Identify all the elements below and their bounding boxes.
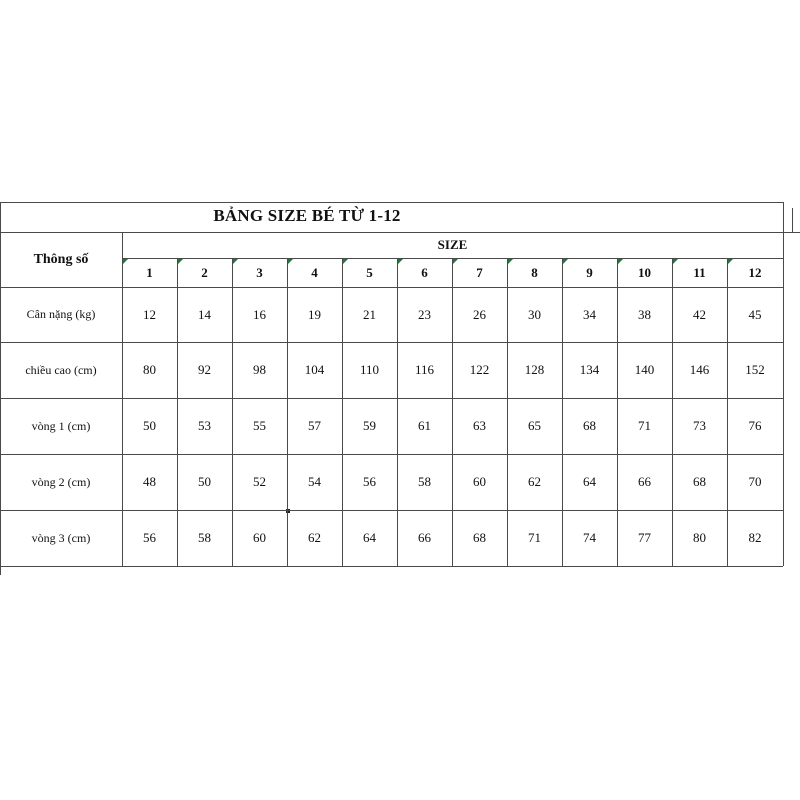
header-top-line — [0, 232, 800, 233]
size-column-header[interactable]: 12 — [748, 264, 762, 280]
table-cell[interactable]: 12 — [143, 306, 156, 322]
table-cell[interactable]: 80 — [693, 530, 706, 545]
size-column-header[interactable]: 3 — [256, 264, 263, 280]
table-cell[interactable]: 26 — [473, 306, 486, 322]
comment-marker-icon — [233, 259, 238, 264]
comment-marker-icon — [123, 259, 128, 264]
table-cell[interactable]: 48 — [143, 474, 156, 489]
table-cell[interactable]: 104 — [304, 362, 325, 377]
table-cell[interactable]: 62 — [528, 474, 541, 489]
table-cell[interactable]: 50 — [198, 474, 211, 489]
size-column-header[interactable]: 9 — [586, 264, 593, 280]
table-cell[interactable]: 60 — [473, 474, 486, 489]
comment-marker-icon — [178, 259, 183, 264]
table-cell[interactable]: 42 — [693, 306, 706, 322]
table-cell[interactable]: 76 — [748, 418, 762, 433]
table-cell[interactable]: 63 — [473, 418, 486, 433]
table-cell[interactable]: 45 — [748, 306, 762, 322]
table-cell[interactable]: 53 — [198, 418, 211, 433]
table-cell[interactable]: 59 — [363, 418, 376, 433]
table-cell[interactable]: 56 — [363, 474, 376, 489]
table-cell[interactable]: 61 — [418, 418, 431, 433]
table-cell[interactable]: 70 — [748, 474, 762, 489]
table-cell[interactable]: 16 — [253, 306, 266, 322]
table-cell[interactable]: 98 — [253, 362, 266, 377]
comment-marker-icon — [288, 259, 293, 264]
table-cell[interactable]: 14 — [198, 306, 211, 322]
table-cell[interactable]: 52 — [253, 474, 266, 489]
size-column-header[interactable]: 11 — [693, 264, 706, 280]
table-cell[interactable]: 80 — [143, 362, 156, 377]
table-cell[interactable]: 73 — [693, 418, 706, 433]
table-cell[interactable]: 23 — [418, 306, 431, 322]
table-cell[interactable]: 58 — [418, 474, 431, 489]
row-label[interactable]: vòng 1 (cm) — [31, 418, 91, 433]
size-column-header[interactable]: 6 — [421, 264, 428, 280]
param-header[interactable]: Thông số — [33, 251, 89, 267]
row-border-line — [0, 566, 783, 567]
table-cell[interactable]: 92 — [198, 362, 211, 377]
table-cell[interactable]: 140 — [634, 362, 655, 377]
table-cell[interactable]: 54 — [308, 474, 321, 489]
table-cell[interactable]: 77 — [638, 530, 651, 545]
size-column-header[interactable]: 7 — [476, 264, 483, 280]
table-cell[interactable]: 68 — [693, 474, 706, 489]
table-cell[interactable]: 30 — [528, 306, 541, 322]
table-cell[interactable]: 58 — [198, 530, 211, 545]
comment-marker-icon — [453, 259, 458, 264]
table-cell[interactable]: 146 — [689, 362, 710, 377]
size-column-header[interactable]: 8 — [531, 264, 538, 280]
table-cell[interactable]: 19 — [308, 306, 321, 322]
size-column-header[interactable]: 2 — [201, 264, 208, 280]
table-cell[interactable]: 66 — [638, 474, 651, 489]
table-cell[interactable]: 64 — [583, 474, 596, 489]
table-cell[interactable]: 50 — [143, 418, 156, 433]
table-cell[interactable]: 116 — [414, 362, 435, 377]
table-cell[interactable]: 34 — [583, 306, 596, 322]
table-cell[interactable]: 60 — [253, 530, 266, 545]
size-column-header[interactable]: 1 — [146, 264, 153, 280]
size-column-header[interactable]: 10 — [638, 264, 651, 280]
comment-marker-icon — [618, 259, 623, 264]
comment-marker-icon — [673, 259, 678, 264]
row-label[interactable]: Cân nặng (kg) — [26, 307, 96, 321]
comment-marker-icon — [343, 259, 348, 264]
table-cell[interactable]: 82 — [748, 530, 762, 545]
table-cell[interactable]: 21 — [363, 306, 376, 322]
table-cell[interactable]: 128 — [524, 362, 545, 377]
table-cell[interactable]: 71 — [528, 530, 541, 545]
row-label[interactable]: vòng 2 (cm) — [31, 474, 91, 489]
right-edge-line — [783, 202, 784, 566]
table-cell[interactable]: 134 — [579, 362, 600, 377]
far-right-edge-line — [792, 208, 793, 232]
comment-marker-icon — [728, 259, 733, 264]
table-cell[interactable]: 110 — [359, 362, 380, 377]
table-cell[interactable]: 38 — [638, 306, 651, 322]
size-header[interactable]: SIZE — [437, 237, 468, 252]
table-cell[interactable]: 55 — [253, 418, 266, 433]
comment-marker-icon — [508, 259, 513, 264]
table-cell[interactable]: 68 — [473, 530, 486, 545]
table-cell[interactable]: 65 — [528, 418, 541, 433]
top-border-line — [0, 202, 783, 203]
table-cell[interactable]: 74 — [583, 530, 596, 545]
table-cell[interactable]: 64 — [363, 530, 376, 545]
table-cell[interactable]: 152 — [745, 362, 765, 377]
comment-marker-icon — [563, 259, 568, 264]
table-cell[interactable]: 56 — [143, 530, 156, 545]
table-cell[interactable]: 57 — [308, 418, 321, 433]
table-cell[interactable]: 62 — [308, 530, 321, 545]
row-label[interactable]: vòng 3 (cm) — [31, 530, 91, 545]
table-cell[interactable]: 122 — [469, 362, 490, 377]
chart-title: BẢNG SIZE BÉ TỪ 1-12 — [213, 206, 401, 225]
row-label[interactable]: chiều cao (cm) — [25, 362, 97, 377]
size-column-header[interactable]: 4 — [311, 264, 318, 280]
table-cell[interactable]: 68 — [583, 418, 596, 433]
table-cell[interactable]: 66 — [418, 530, 431, 545]
table-cell[interactable]: 71 — [638, 418, 651, 433]
size-column-header[interactable]: 5 — [366, 264, 373, 280]
comment-marker-icon — [398, 259, 403, 264]
